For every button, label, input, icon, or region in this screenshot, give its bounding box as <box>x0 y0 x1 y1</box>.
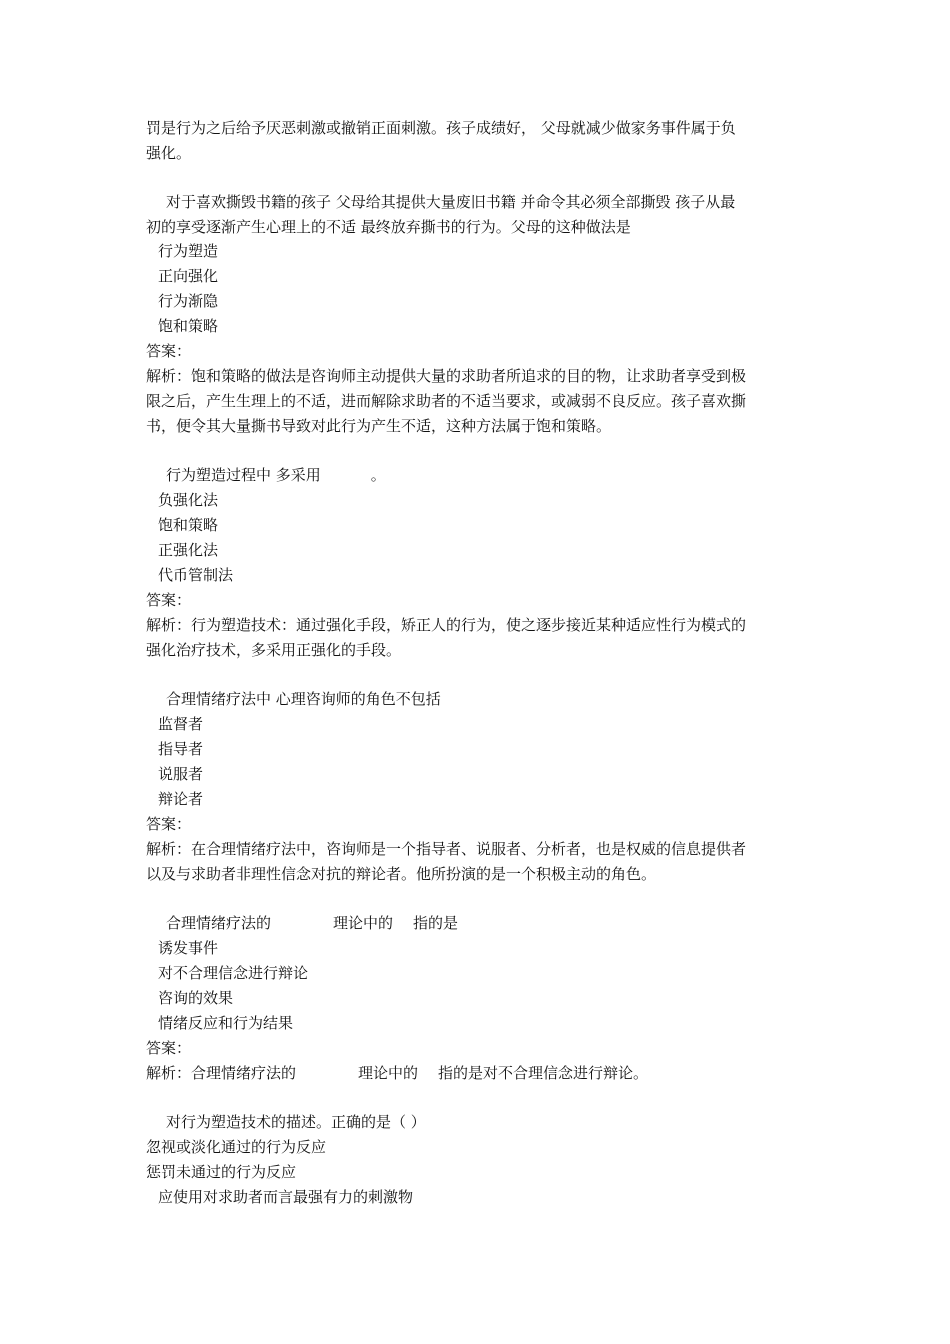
question-2-stem-part-2: 。 <box>370 466 386 484</box>
question-4-analysis-part-2: 理论中的 <box>358 1064 419 1082</box>
question-3-answer-label: 答案： <box>146 815 192 833</box>
question-1-analysis-line-2: 限之后，产生生理上的不适，进而解除求助者的不适当要求，或减弱不良反应。孩子喜欢撕 <box>146 392 747 410</box>
question-4-analysis-part-1: 解析：合理情绪疗法的 <box>146 1064 297 1082</box>
question-3-option-a[interactable]: 监督者 <box>158 715 204 733</box>
question-1-option-b[interactable]: 正向强化 <box>158 267 219 285</box>
question-4-stem-part-3: 指的是 <box>413 914 459 932</box>
question-2-analysis-line-1: 解析：行为塑造技术：通过强化手段，矫正人的行为，使之逐步接近某种适应性行为模式的 <box>146 616 747 634</box>
question-4-option-b[interactable]: 对不合理信念进行辩论 <box>158 964 309 982</box>
question-3-analysis-line-1: 解析：在合理情绪疗法中，咨询师是一个指导者、说服者、分析者，也是权威的信息提供者 <box>146 840 747 858</box>
question-2-stem-part-1: 行为塑造过程中 多采用 <box>166 466 321 484</box>
question-2-stem <box>166 465 386 485</box>
question-2-option-c[interactable]: 正强化法 <box>158 541 219 559</box>
question-4-analysis <box>146 1063 648 1083</box>
question-4-option-a[interactable]: 诱发事件 <box>158 939 219 957</box>
question-3-stem: 合理情绪疗法中 心理咨询师的角色不包括 <box>166 690 441 708</box>
question-1-option-d[interactable]: 饱和策略 <box>158 317 219 335</box>
question-2-option-b[interactable]: 饱和策略 <box>158 516 219 534</box>
question-1-analysis-line-3: 书，便令其大量撕书导致对此行为产生不适，这种方法属于饱和策略。 <box>146 417 612 435</box>
question-3-option-c[interactable]: 说服者 <box>158 765 204 783</box>
question-4-stem-part-2: 理论中的 <box>333 914 394 932</box>
question-2-option-a[interactable]: 负强化法 <box>158 491 219 509</box>
question-2-option-d[interactable]: 代币管制法 <box>158 566 234 584</box>
question-5-stem: 对行为塑造技术的描述。正确的是（ ） <box>166 1113 426 1131</box>
question-4-option-d[interactable]: 情绪反应和行为结果 <box>158 1014 294 1032</box>
question-4-answer-label: 答案： <box>146 1039 192 1057</box>
question-1-stem-line-2: 初的享受逐渐产生心理上的不适 最终放弃撕书的行为。父母的这种做法是 <box>146 218 631 236</box>
question-1-stem-line-1: 对于喜欢撕毁书籍的孩子 父母给其提供大量废旧书籍 并命令其必须全部撕毁 孩子从最 <box>166 193 736 211</box>
question-2-analysis-line-2: 强化治疗技术，多采用正强化的手段。 <box>146 641 402 659</box>
intro-line-1: 罚是行为之后给予厌恶刺激或撤销正面刺激。孩子成绩好， 父母就减少做家务事件属于负 <box>146 119 736 137</box>
question-5-option-c[interactable]: 应使用对求助者而言最强有力的刺激物 <box>158 1188 414 1206</box>
question-3-analysis-line-2: 以及与求助者非理性信念对抗的辩论者。他所扮演的是一个积极主动的角色。 <box>146 865 657 883</box>
question-3-option-b[interactable]: 指导者 <box>158 740 204 758</box>
question-1-answer-label: 答案： <box>146 342 192 360</box>
question-1-analysis-line-1: 解析：饱和策略的做法是咨询师主动提供大量的求助者所追求的目的物，让求助者享受到极 <box>146 367 747 385</box>
question-1-option-c[interactable]: 行为渐隐 <box>158 292 219 310</box>
question-4-analysis-part-3: 指的是对不合理信念进行辩论。 <box>438 1064 649 1082</box>
question-5-option-b[interactable]: 惩罚未通过的行为反应 <box>146 1163 297 1181</box>
question-4-option-c[interactable]: 咨询的效果 <box>158 989 234 1007</box>
question-1-option-a[interactable]: 行为塑造 <box>158 242 219 260</box>
question-4-stem-part-1: 合理情绪疗法的 <box>166 914 272 932</box>
question-4-stem <box>166 913 458 933</box>
question-5-option-a[interactable]: 忽视或淡化通过的行为反应 <box>146 1138 327 1156</box>
question-2-answer-label: 答案： <box>146 591 192 609</box>
intro-line-2: 强化。 <box>146 144 192 162</box>
question-3-option-d[interactable]: 辩论者 <box>158 790 204 808</box>
